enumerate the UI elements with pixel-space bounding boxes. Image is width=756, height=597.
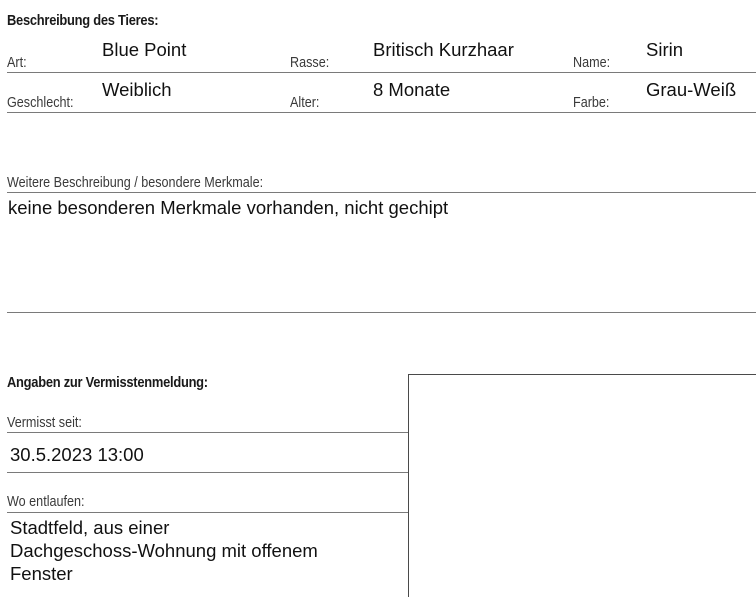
row-divider bbox=[7, 112, 756, 113]
geschlecht-value: Weiblich bbox=[102, 79, 172, 100]
farbe-value: Grau-Weiß bbox=[646, 79, 737, 100]
art-label: Art: bbox=[7, 54, 27, 71]
rasse-value: Britisch Kurzhaar bbox=[373, 39, 514, 60]
description-value: keine besonderen Merkmale vorhanden, nicht gechipt bbox=[8, 197, 449, 218]
animal-section-title: Beschreibung des Tieres: bbox=[7, 12, 159, 29]
since-label: Vermisst seit: bbox=[7, 414, 82, 431]
alter-label: Alter: bbox=[290, 94, 320, 111]
description-label: Weitere Beschreibung / besondere Merkmale: bbox=[7, 174, 264, 191]
farbe-label: Farbe: bbox=[573, 94, 610, 111]
art-value: Blue Point bbox=[102, 39, 187, 60]
row-divider bbox=[7, 72, 756, 73]
since-value: 30.5.2023 13:00 bbox=[10, 444, 144, 465]
rasse-label: Rasse: bbox=[290, 54, 330, 71]
where-value: Stadtfeld, aus einer Dachgeschoss-Wohnung mit offenem Fenster bbox=[10, 517, 318, 584]
since-bottom-divider bbox=[7, 472, 408, 473]
description-bottom-divider bbox=[7, 312, 756, 313]
where-label: Wo entlaufen: bbox=[7, 493, 85, 510]
since-divider bbox=[7, 432, 408, 433]
name-value: Sirin bbox=[646, 39, 684, 60]
photo-box bbox=[408, 374, 756, 597]
geschlecht-label: Geschlecht: bbox=[7, 94, 74, 111]
where-divider bbox=[7, 512, 408, 513]
alter-value: 8 Monate bbox=[373, 79, 451, 100]
name-label: Name: bbox=[573, 54, 611, 71]
missing-section-title: Angaben zur Vermisstenmeldung: bbox=[7, 374, 208, 391]
description-divider bbox=[7, 192, 756, 193]
